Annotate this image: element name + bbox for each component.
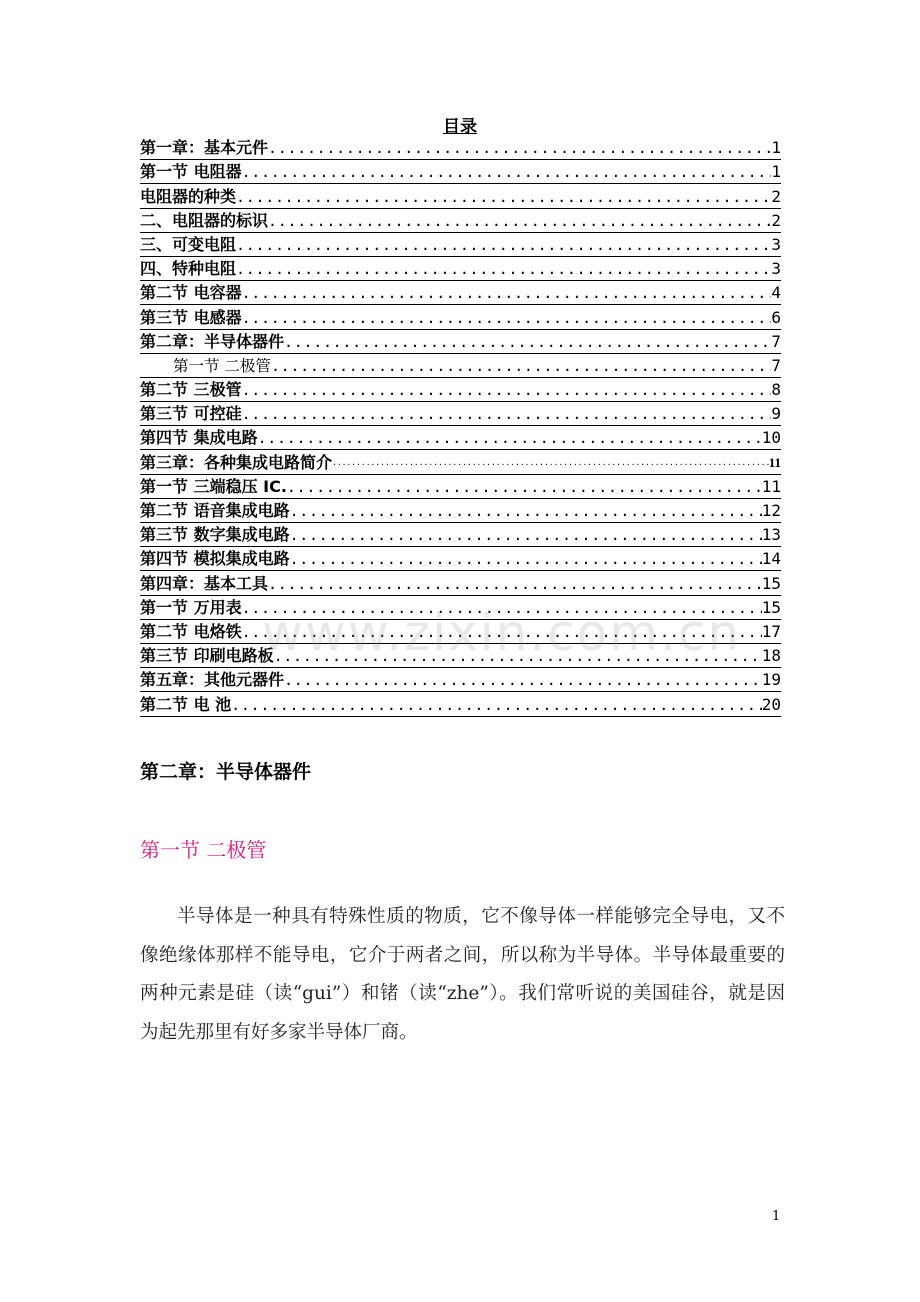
- toc-entry[interactable]: [140, 644, 781, 668]
- toc-dot-leader: [242, 404, 772, 425]
- toc-entry-label: 第四章：基本工具: [140, 573, 269, 593]
- toc-entry-page: 2: [771, 186, 781, 206]
- toc-dot-leader: [236, 187, 771, 208]
- toc-entry[interactable]: [140, 402, 781, 426]
- body-paragraph: 半导体是一种具有特殊性质的物质，它不像导体一样能够完全导电，又不像绝缘体那样不能导电，它介于两者之间，所以称为半导体。半导体最重要的两种元素是硅（读“gui”）和锗（读“zhe”）。我们常听说的美国硅谷，就是因为起先那里有好多家半导体厂商。: [140, 906, 785, 1044]
- toc-entry-label: 第一节 电阻器: [140, 162, 242, 182]
- toc-dot-leader: [258, 428, 762, 449]
- toc-entry-label: 第一节 三端稳压 IC.: [140, 476, 287, 496]
- toc-entry-label: 第四节 集成电路: [140, 428, 258, 448]
- toc-entry[interactable]: [140, 378, 781, 402]
- toc-entry-page: 14: [761, 549, 781, 569]
- toc-entry-page: 15: [761, 597, 781, 617]
- toc-entry-page: 7: [771, 331, 781, 351]
- toc-entry[interactable]: [140, 209, 781, 233]
- toc-entry-page: 3: [771, 234, 781, 254]
- toc-entry-label: 第一章：基本元件: [140, 138, 269, 158]
- toc-dot-leader: [268, 574, 762, 595]
- toc-entry-page: 17: [761, 621, 781, 641]
- toc-entry[interactable]: [140, 330, 781, 354]
- toc-dot-leader: [236, 235, 771, 256]
- toc-entry-label: 第四节 模拟集成电路: [140, 549, 290, 569]
- toc-entry-page: 2: [771, 210, 781, 230]
- toc-dot-leader: [290, 525, 762, 546]
- toc-entry-page: 20: [761, 694, 781, 714]
- toc-entry-page: 18: [761, 646, 781, 666]
- toc-dot-leader: [290, 501, 762, 522]
- toc-entry-label: 第二节 语音集成电路: [140, 501, 290, 520]
- toc-entry-page: 1: [771, 138, 781, 158]
- chapter-heading: 第二章：半导体器件: [140, 761, 312, 783]
- toc-dot-leader: [242, 162, 772, 183]
- toc-entry-page: 15: [761, 573, 781, 593]
- toc-dot-leader: [268, 138, 771, 159]
- toc-entry-page: 13: [761, 525, 781, 545]
- toc-dot-leader: [242, 308, 772, 329]
- toc-entry[interactable]: [140, 668, 781, 692]
- toc-dot-leader: [242, 283, 772, 304]
- toc-entry-page: 4: [771, 283, 781, 303]
- toc-entry-page: 7: [771, 355, 781, 375]
- toc-dot-leader: [236, 259, 771, 280]
- toc-entry[interactable]: [140, 475, 781, 499]
- toc-entry-page: 6: [771, 307, 781, 327]
- toc-entry-label: 三、可变电阻: [140, 234, 237, 254]
- toc-entry-label: 第三节 可控硅: [140, 404, 242, 424]
- toc-dot-leader: [242, 380, 772, 401]
- toc-entry-page: 11: [768, 454, 781, 470]
- toc-title: 目录: [443, 117, 477, 137]
- toc-dot-leader: [231, 695, 762, 716]
- toc-entry[interactable]: [140, 596, 781, 620]
- toc-dot-leader: [332, 453, 769, 474]
- toc-entry[interactable]: [140, 523, 781, 547]
- toc-entry[interactable]: [140, 354, 781, 378]
- page-number: 1: [772, 1209, 781, 1224]
- toc-entry-page: 3: [771, 259, 781, 279]
- toc-entry-page: 8: [771, 380, 781, 400]
- toc-entry[interactable]: [140, 692, 781, 716]
- toc-entry-label: 第一节 万用表: [140, 597, 242, 617]
- toc-entry-label: 电阻器的种类: [140, 186, 237, 206]
- toc-dot-leader: [274, 646, 762, 667]
- toc-entry-page: 11: [761, 476, 781, 496]
- toc-dot-leader: [284, 332, 771, 353]
- toc-entry-page: 10: [761, 428, 781, 448]
- toc-entry-label: 四、特种电阻: [140, 259, 237, 279]
- toc-dot-leader: [284, 670, 762, 691]
- watermark: www.zixin.com.cn: [262, 604, 742, 662]
- toc-entry[interactable]: [140, 257, 781, 281]
- toc-entry[interactable]: [140, 426, 781, 450]
- toc-entry[interactable]: [140, 136, 781, 160]
- toc-entry-label: 第一节 二极管: [173, 356, 271, 375]
- toc-dot-leader: [290, 549, 762, 570]
- toc-entry-label: 第二节 电容器: [140, 283, 242, 303]
- table-of-contents: [140, 136, 781, 717]
- section-heading: 第一节 二极管: [140, 838, 267, 862]
- toc-entry-label: 第五章：其他元器件: [140, 670, 285, 690]
- toc-entry-page: 12: [761, 501, 781, 520]
- toc-entry-label: 第二节 三极管: [140, 380, 242, 400]
- toc-entry-page: 9: [771, 404, 781, 424]
- toc-entry[interactable]: [140, 160, 781, 184]
- toc-entry[interactable]: [140, 450, 781, 474]
- toc-entry[interactable]: [140, 547, 781, 571]
- toc-entry-label: 第三节 印刷电路板: [140, 646, 274, 666]
- toc-entry[interactable]: [140, 620, 781, 644]
- toc-entry-label: 二、电阻器的标识: [140, 210, 269, 230]
- toc-entry-label: 第三节 电感器: [140, 307, 242, 327]
- toc-dot-leader: [287, 477, 762, 498]
- toc-entry[interactable]: [140, 571, 781, 595]
- toc-dot-leader: [242, 598, 762, 619]
- toc-entry[interactable]: [140, 499, 781, 523]
- toc-dot-leader: [242, 622, 762, 643]
- toc-entry-page: 19: [761, 670, 781, 690]
- toc-entry[interactable]: [140, 281, 781, 305]
- toc-entry[interactable]: [140, 305, 781, 329]
- toc-entry-label: 第二节 电烙铁: [140, 621, 242, 641]
- toc-entry-label: 第三节 数字集成电路: [140, 525, 290, 545]
- toc-entry-page: 1: [771, 162, 781, 182]
- toc-dot-leader: [271, 356, 771, 377]
- toc-entry-label: 第二节 电 池: [140, 694, 232, 714]
- toc-entry-label: 第三章：各种集成电路简介: [140, 452, 333, 472]
- toc-entry-label: 第二章：半导体器件: [140, 331, 285, 351]
- toc-entry[interactable]: [140, 184, 781, 208]
- toc-entry[interactable]: [140, 233, 781, 257]
- toc-dot-leader: [268, 211, 771, 232]
